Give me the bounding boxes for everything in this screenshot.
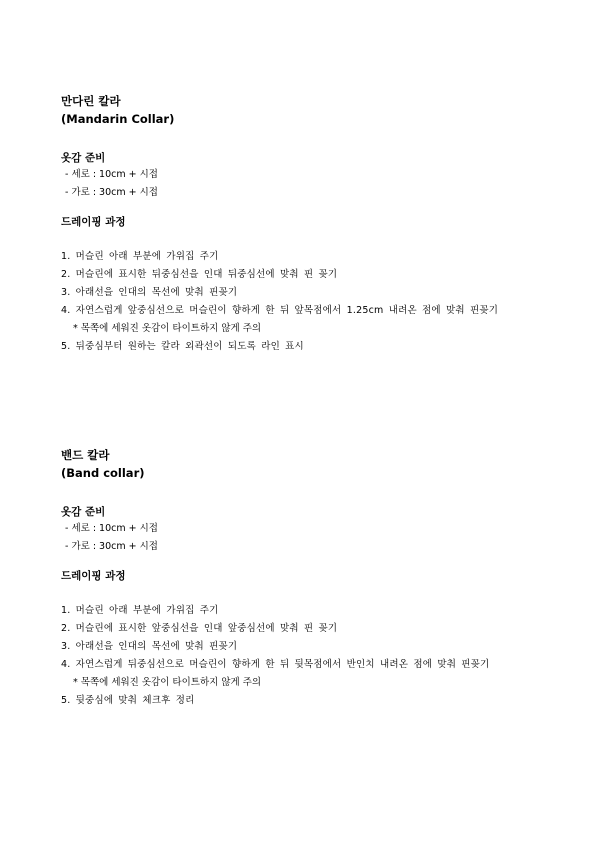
section-subtitle: (Band collar): [61, 466, 145, 480]
draping-caution-note: * 목쪽에 세워진 옷감이 타이트하지 않게 주의: [73, 677, 262, 688]
draping-steps-list: [61, 602, 561, 710]
band-collar-section: [61, 446, 561, 710]
fabric-prep-item: - 세로 : 10cm + 시접: [65, 169, 158, 180]
draping-step: 3. 아래선을 인대의 목선에 맞춰 핀꽂기: [61, 641, 238, 652]
draping-step: 5. 뒷중심에 맞춰 체크후 정리: [61, 695, 195, 706]
draping-step: 1. 머슬린 아래 부분에 가위집 주기: [61, 605, 219, 616]
draping-step: 4. 자연스럽게 뒤중심선으로 머슬린이 향하게 한 뒤 뒷목점에서 반인치 내려온 점에 맞춰 핀꽂기: [61, 659, 490, 670]
draping-step: 2. 머슬린에 표시한 앞중심선을 인대 앞중심선에 맞춰 핀 꽂기: [61, 623, 338, 634]
draping-step: 3. 아래선을 인대의 목선에 맞춰 핀꽂기: [61, 287, 238, 298]
draping-caution-note: * 목쪽에 세워진 옷감이 타이트하지 않게 주의: [73, 323, 262, 334]
fabric-prep-item: - 가로 : 30cm + 시접: [65, 187, 158, 198]
mandarin-collar-section: [61, 92, 561, 356]
draping-process-heading: 드레이핑 과정: [61, 216, 126, 228]
fabric-prep-heading: 옷감 준비: [61, 506, 106, 518]
fabric-prep-heading: 옷감 준비: [61, 152, 106, 164]
draping-step: 4. 자연스럽게 앞중심선으로 머슬린이 향하게 한 뒤 앞목점에서 1.25cm 내려온 점에 맞춰 핀꽂기: [61, 305, 499, 316]
draping-steps-list: [61, 248, 561, 356]
section-subtitle: (Mandarin Collar): [61, 112, 175, 126]
draping-step: 2. 머슬린에 표시한 뒤중심선을 인대 뒤중심선에 맞춰 핀 꽂기: [61, 269, 338, 280]
draping-step: 1. 머슬린 아래 부분에 가위집 주기: [61, 251, 219, 262]
fabric-prep-item: - 가로 : 30cm + 시접: [65, 541, 158, 552]
section-title: 밴드 칼라: [61, 448, 110, 462]
fabric-prep-item: - 세로 : 10cm + 시접: [65, 523, 158, 534]
section-title: 만다린 칼라: [61, 94, 121, 108]
draping-process-heading: 드레이핑 과정: [61, 570, 126, 582]
draping-step: 5. 뒤중심부터 원하는 칼라 외곽선이 되도록 라인 표시: [61, 341, 304, 352]
